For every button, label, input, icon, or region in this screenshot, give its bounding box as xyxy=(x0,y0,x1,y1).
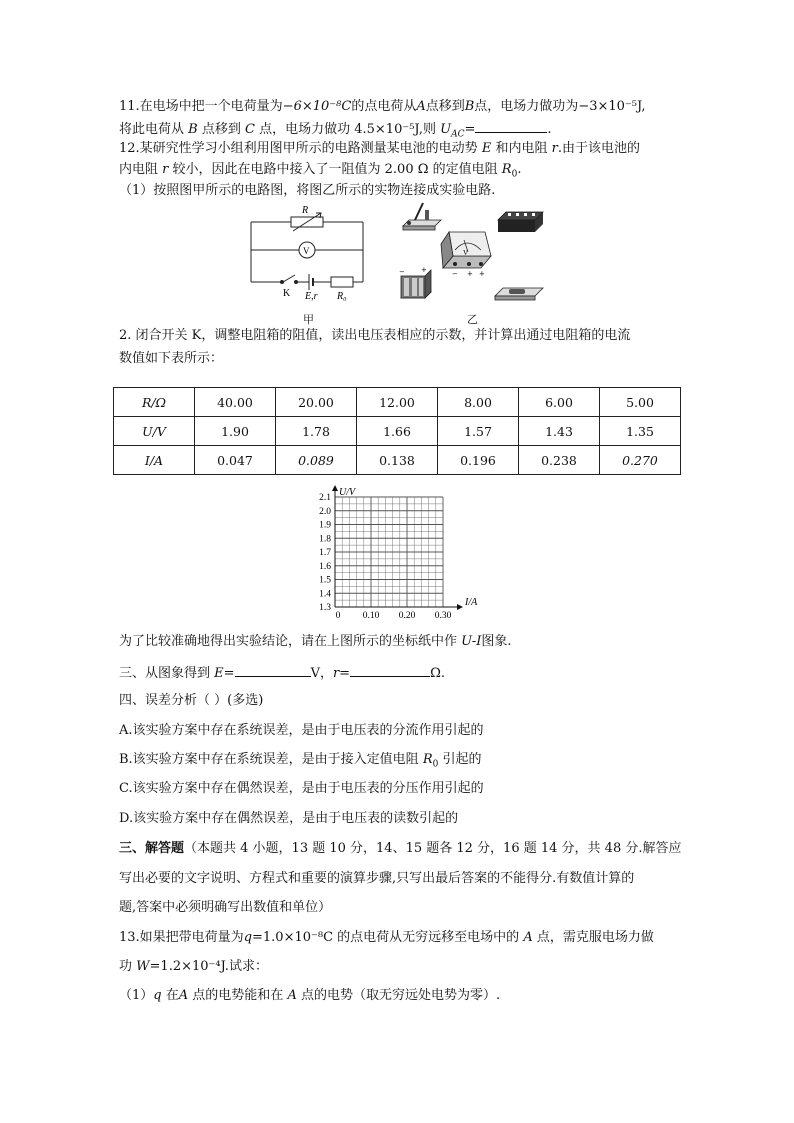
table-header-cell: R/Ω xyxy=(114,388,195,417)
table-cell: 1.35 xyxy=(600,417,681,446)
caption-yi: 乙 xyxy=(467,313,478,326)
x-tick-label: 0.10 xyxy=(362,611,380,621)
ui-graph-paper[interactable] xyxy=(305,483,485,623)
battery-pack-drawing xyxy=(399,266,431,298)
svg-text:−: − xyxy=(452,270,458,278)
y-tick-label: 1.5 xyxy=(319,575,331,586)
y-tick-label: 1.7 xyxy=(319,548,331,558)
q12-step1: （1）按照图甲所示的电路图，将图乙所示的实物连接成实验电路. xyxy=(119,183,496,198)
svg-text:+: + xyxy=(479,270,485,278)
section3-header: 三、解答题（本题共 4 小题，13 题 10 分，14、15 题各 12 分，16 题 14 分，共 48 分.解答应 xyxy=(119,841,682,856)
switch-k xyxy=(283,275,295,282)
y-axis-arrow xyxy=(332,485,338,491)
label-k: K xyxy=(283,288,291,299)
table-cell: 0.047 xyxy=(195,446,276,475)
table-cell: 0.089 xyxy=(276,446,357,475)
q12-line1: 12.某研究性学习小组利用图甲所示的电路测量某电池的电动势 E 和内电阻 r.由于该电池的 xyxy=(119,141,640,156)
svg-text:+: + xyxy=(421,266,427,274)
y-tick-label: 1.8 xyxy=(319,534,331,545)
table-cell: 1.78 xyxy=(276,417,357,446)
y-tick-label: 1.4 xyxy=(319,589,331,600)
knife-switch-drawing xyxy=(403,203,441,230)
fixed-resistor-drawing xyxy=(495,288,543,300)
y-tick-label: 1.6 xyxy=(319,561,331,572)
q13-line2: 功 W=1.2×10⁻⁴J.试求： xyxy=(119,959,268,974)
error-analysis-title: 四、误差分析（ ）(多选) xyxy=(119,693,264,708)
table-cell: 0.138 xyxy=(357,446,438,475)
table-header-cell: U/V xyxy=(114,417,195,446)
resistor-r0 xyxy=(331,277,353,287)
table-cell: 8.00 xyxy=(438,388,519,417)
table-cell: 1.90 xyxy=(195,417,276,446)
result-line: 三、从图象得到 E= V，r= Ω. xyxy=(119,663,445,683)
table-cell: 5.00 xyxy=(600,388,681,417)
table-header-cell: I/A xyxy=(114,446,195,475)
step2-line2: 数值如下表所示： xyxy=(119,351,224,366)
section3-line2: 写出必要的文字说明、方程式和重要的演算步骤,只写出最后答案的不能得分.有数值计算的 xyxy=(119,871,635,886)
q13-line1: 13.如果把带电荷量为q=1.0×10⁻⁸C 的点电荷从无穷远移至电场中的 A 点，需克服电场力做 xyxy=(119,930,654,945)
table-cell: 1.43 xyxy=(519,417,600,446)
label-r: R xyxy=(302,205,309,216)
y-tick-label: 2.0 xyxy=(319,506,331,517)
table-row xyxy=(114,388,681,417)
data-table xyxy=(113,387,681,475)
table-row xyxy=(114,417,681,446)
section3-line3: 题,答案中必须明确写出数值和单位） xyxy=(119,900,332,915)
y-tick-label: 2.1 xyxy=(319,493,331,503)
emf-answer-blank[interactable] xyxy=(235,663,311,677)
table-cell: 1.66 xyxy=(357,417,438,446)
table-cell: 1.57 xyxy=(438,417,519,446)
caption-jia: 甲 xyxy=(303,313,314,326)
x-tick-label: 0.30 xyxy=(434,611,452,621)
uac-answer-blank[interactable] xyxy=(475,119,547,133)
plot-instruction: 为了比较准确地得出实验结论，请在上图所示的坐标纸中作 U-I图象. xyxy=(119,634,512,649)
y-tick-label: 1.9 xyxy=(319,520,331,531)
x-tick-label: 0 xyxy=(335,611,341,621)
option-b[interactable]: B.该实验方案中存在系统误差，是由于接入定值电阻 $R_0$ 引起的 xyxy=(119,752,482,770)
svg-text:+: + xyxy=(467,270,473,278)
table-cell: 0.196 xyxy=(438,446,519,475)
q11-line2: 将此电荷从 B 点移到 C 点，电场力做功 4.5×10⁻⁵J,则 $U_{AC}=$ . xyxy=(119,119,552,144)
label-r0: R₀ xyxy=(337,291,347,302)
apparatus-drawing xyxy=(395,198,550,308)
label-v: V xyxy=(303,246,310,256)
circuit-diagram xyxy=(245,200,370,305)
table-row xyxy=(114,446,681,475)
svg-text:−: − xyxy=(399,268,405,276)
resistance-box-drawing xyxy=(498,212,543,232)
x-axis-label: I/A xyxy=(465,597,478,608)
y-axis-label: U/V xyxy=(339,487,356,498)
table-cell: 12.00 xyxy=(357,388,438,417)
q11-line1: 11.在电场中把一个电荷量为−6×10⁻⁸C的点电荷从A点移到B点，电场力做功为−3×10⁻⁵J, xyxy=(119,99,646,114)
option-c[interactable]: C.该实验方案中存在偶然误差，是由于电压表的分压作用引起的 xyxy=(119,781,484,796)
svg-text:V: V xyxy=(463,249,469,257)
table-cell: 0.238 xyxy=(519,446,600,475)
x-tick-label: 0.20 xyxy=(398,611,416,621)
table-cell: 0.270 xyxy=(600,446,681,475)
option-a[interactable]: A.该实验方案中存在系统误差，是由于电压表的分流作用引起的 xyxy=(119,723,484,738)
x-axis-arrow xyxy=(457,604,463,610)
step2-line1: 2. 闭合开关 K，调整电阻箱的阻值，读出电压表相应的示数，并计算出通过电阻箱的电流 xyxy=(119,328,631,343)
label-er: E,r xyxy=(305,291,318,302)
table-cell: 6.00 xyxy=(519,388,600,417)
voltmeter-drawing xyxy=(441,232,491,278)
table-cell: 20.00 xyxy=(276,388,357,417)
y-tick-label: 1.3 xyxy=(319,603,331,613)
q13-line3: （1）q 在A 点的电势能和在 A 点的电势（取无穷远处电势为零）. xyxy=(119,988,501,1003)
q12-line2: 内电阻 r 较小，因此在电路中接入了一阻值为 2.00 Ω 的定值电阻 $R_0$. xyxy=(119,162,522,180)
table-cell: 40.00 xyxy=(195,388,276,417)
r-answer-blank[interactable] xyxy=(350,663,430,677)
option-d[interactable]: D.该实验方案中存在偶然误差，是由于电压表的读数引起的 xyxy=(119,811,459,826)
